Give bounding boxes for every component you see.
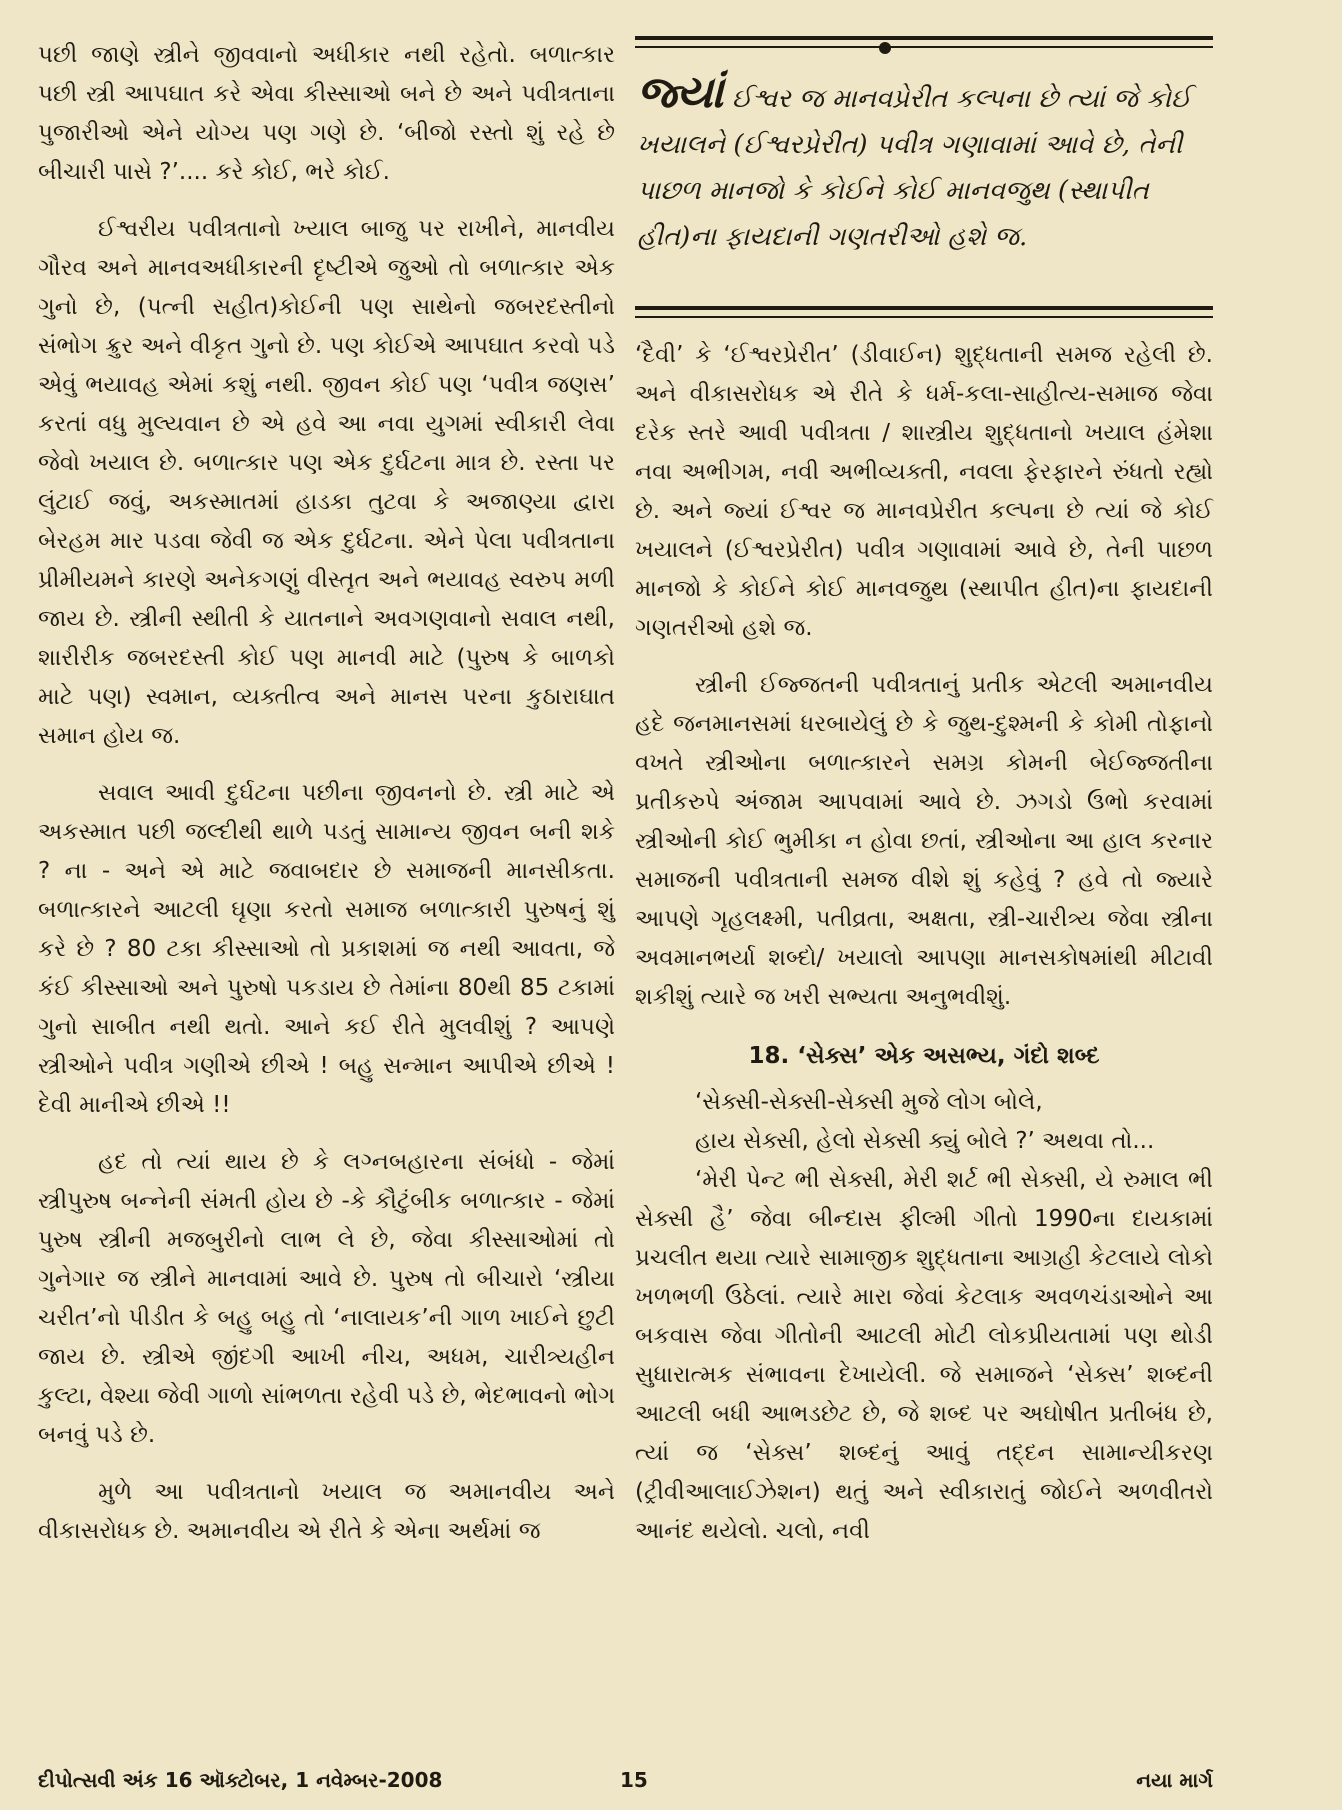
right-paragraph-1: ‘દૈવી’ કે ‘ઈશ્વરપ્રેરીત’ (ડીવાઈન) શુદ્ધતાની સમજ રહેલી છે. અને વીકાસરોધક એ રીતે કે ધર્મ-કલા-સાહીત્ય-સમાજ જેવા દરેક સ્તરે આવી પવીત્રતા / શાસ્ત્રીય શુદ્ધતાનો ખયાલ હંમેશા નવા અભીગમ, નવી અભીવ્યક્તી, નવલા ફેરફારને રુંધતો રહ્યો છે. અને જ્યાં ઈશ્વર જ માનવપ્રેરીત કલ્પના છે ત્યાં જે કોઈ ખયાલને (ઈશ્વરપ્રેરીત) પવીત્ર ગણાવામાં આવે છે, તેની પાછળ માનજો કે કોઈને કોઈ માનવજુથ (સ્થાપીત હીત)ના ફાયદાની ગણતરીઓ હશે જ. <box>635 342 1213 641</box>
footer-issue: દીપોત્સવી અંક 16 ઑક્ટોબર, 1 નવેમ્બર-2008 <box>38 1768 443 1792</box>
footer-publication: નયા માર્ગ <box>1136 1768 1213 1792</box>
left-paragraph-2: ઈશ્વરીય પવીત્રતાનો ખ્યાલ બાજુ પર રાખીને, માનવીય ગૌરવ અને માનવઅધીકારની દૃષ્ટીએ જુઓ તો બળાત્કાર એક ગુનો છે, (પત્ની સહીત)કોઈની પણ સાથેનો જબરદસ્તીનો સંભોગ ક્રુર અને વીકૃત ગુનો છે. પણ કોઈએ આપઘાત કરવો પડે એવું ભયાવહ એમાં કશું નથી. જીવન કોઈ પણ ‘પવીત્ર જણસ’ કરતાં વધુ મુલ્યવાન છે એ હવે આ નવા યુગમાં સ્વીકારી લેવા જેવો ખયાલ છે. બળાત્કાર પણ એક દુર્ઘટના માત્ર છે. રસ્તા પર લુંટાઈ જવું, અકસ્માતમાં હાડકા તુટવા કે અજાણ્યા દ્વારા બેરહમ માર પડવા જેવી જ એક દુર્ઘટના. એને પેલા પવીત્રતાના પ્રીમીયમને કારણે અનેકગણું વીસ્તૃત અને ભયાવહ સ્વરુપ મળી જાય છે. સ્ત્રીની સ્થીતી કે યાતનાને અવગણવાનો સવાલ નથી, શારીરીક જબરદસ્તી કોઈ પણ માનવી માટે (પુરુષ કે બાળકો માટે પણ) સ્વમાન, વ્યક્તીત્વ અને માનસ પરના કુઠારાઘાત સમાન હોય જ. <box>38 216 615 749</box>
pull-quote-bottom-rule-thin <box>635 316 1213 318</box>
left-paragraph-5: મુળે આ પવીત્રતાનો ખયાલ જ અમાનવીય અને વીકાસરોધક છે. અમાનવીય એ રીતે કે એના અર્થમાં જ <box>38 1479 615 1544</box>
ornament-dot <box>879 42 891 54</box>
page-number: 15 <box>620 1768 648 1792</box>
left-paragraph-4: હદ તો ત્યાં થાય છે કે લગ્નબહારના સંબંધો - જેમાં સ્ત્રીપુરુષ બન્નેની સંમતી હોય છે -કે કૌટુંબીક બળાત્કાર - જેમાં પુરુષ સ્ત્રીની મજબુરીનો લાભ લે છે, જેવા કીસ્સાઓમાં તો ગુનેગાર જ સ્ત્રીને માનવામાં આવે છે. પુરુષ તો બીચારો ‘સ્ત્રીયા ચરીત’નો પીડીત કે બહુ બહુ તો ‘નાલાયક’ની ગાળ ખાઈને છુટી જાય છે. સ્ત્રીએ જીંદગી આખી નીચ, અધમ, ચારીત્ર્યહીન કુલ્ટા, વેશ્યા જેવી ગાળો સાંભળતા રહેવી પડે છે, ભેદભાવનો ભોગ બનવું પડે છે. <box>38 1149 615 1448</box>
pull-quote-bottom-rule <box>635 306 1213 310</box>
pull-quote-body: ઈશ્વર જ માનવપ્રેરીત કલ્પના છે ત્યાં જે કોઈ ખયાલને (ઈશ્વરપ્રેરીત) પવીત્ર ગણાવામાં આવે છે, તેની પાછળ માનજો કે કોઈને કોઈ માનવજુથ (સ્થાપીત હીત)ના ફાયદાની ગણતરીઓ હશે જ. <box>637 84 1192 252</box>
pull-quote-text <box>635 67 1213 260</box>
pull-quote-lead-word: જ્યાં <box>637 67 724 118</box>
section-heading: 18. ‘સેક્સ’ એક અસભ્ય, ગંદો શબ્દ <box>748 1043 1100 1069</box>
left-paragraph-3: સવાલ આવી દુર્ઘટના પછીના જીવનનો છે. સ્ત્રી માટે એ અકસ્માત પછી જલ્દીથી થાળે પડતું સામાન્ય જીવન બની શકે ? ના - અને એ માટે જવાબદાર છે સમાજની માનસીકતા. બળાત્કારને આટલી ઘૃણા કરતો સમાજ બળાત્કારી પુરુષનું શું કરે છે ? 80 ટકા કીસ્સાઓ તો પ્રકાશમાં જ નથી આવતા, જે કંઈ કીસ્સાઓ અને પુરુષો પકડાય છે તેમાંના 80થી 85 ટકામાં ગુનો સાબીત નથી થતો. આને કઈ રીતે મુલવીશું ? આપણે સ્ત્રીઓને પવીત્ર ગણીએ છીએ ! બહુ સન્માન આપીએ છીએ ! દેવી માનીએ છીએ !! <box>38 780 615 1118</box>
pull-quote-top-rule <box>635 36 1213 40</box>
lyric-line-2: હાય સેક્સી, હેલો સેક્સી ક્યું બોલે ?’ અથવા તો... <box>695 1128 1155 1154</box>
pull-quote <box>635 36 1213 328</box>
left-paragraph-1: પછી જાણે સ્ત્રીને જીવવાનો અધીકાર નથી રહેતો. બળાત્કાર પછી સ્ત્રી આપઘાત કરે એવા કીસ્સાઓ બને છે અને પવીત્રતાના પુજારીઓ એને યોગ્ય પણ ગણે છે. ‘બીજો રસ્તો શું રહે છે બીચારી પાસે ?’.... કરે કોઈ, ભરે કોઈ. <box>38 42 615 185</box>
pull-quote-top-rule-thin <box>635 46 1213 48</box>
left-column <box>38 36 615 1551</box>
right-paragraph-3: ‘મેરી પેન્ટ ભી સેક્સી, મેરી શર્ટ ભી સેક્સી, યે રુમાલ ભી સેક્સી હૈ’ જેવા બીન્દાસ ફીલ્મી ગીતો 1990ના દાયકામાં પ્રચલીત થયા ત્યારે સામાજીક શુદ્ધતાના આગ્રહી કેટલાયે લોકો ખળભળી ઉઠેલાં. ત્યારે મારા જેવાં કેટલાક અવળચંડાઓને આ બકવાસ જેવા ગીતોની આટલી મોટી લોકપ્રીયતામાં પણ થોડી સુધારાત્મક સંભાવના દેખાયેલી. જે સમાજને ‘સેક્સ’ શબ્દની આટલી બધી આભડછેટ છે, જે શબ્દ પર અઘોષીત પ્રતીબંધ છે, ત્યાં જ ‘સેક્સ’ શબ્દનું આવું તદ્દન સામાન્યીકરણ (ટ્રીવીઆલાઈઝેશન) થતું અને સ્વીકારાતું જોઈને અળવીતરો આનંદ થયેલો. ચલો, નવી <box>635 1167 1213 1544</box>
page-footer <box>38 1768 1213 1798</box>
lyric-line-1: ‘સેક્સી-સેક્સી-સેક્સી મુજે લોગ બોલે, <box>695 1089 1043 1115</box>
right-column <box>635 36 1213 1551</box>
right-paragraph-2: સ્ત્રીની ઈજ્જતની પવીત્રતાનું પ્રતીક એટલી અમાનવીય હદે જનમાનસમાં ધરબાયેલું છે કે જુથ-દુશ્મની કે કોમી તોફાનો વખતે સ્ત્રીઓના બળાત્કારને સમગ્ર કોમની બેઈજ્જતીના પ્રતીકરુપે અંજામ આપવામાં આવે છે. ઝગડો ઉભો કરવામાં સ્ત્રીઓની કોઈ ભુમીકા ન હોવા છતાં, સ્ત્રીઓના આ હાલ કરનાર સમાજની પવીત્રતાની સમજ વીશે શું કહેવું ? હવે તો જ્યારે આપણે ગૃહલક્ષ્મી, પતીવ્રતા, અક્ષતા, સ્ત્રી-ચારીત્ર્ય જેવા સ્ત્રીના અવમાનભર્યા શબ્દો/ ખયાલો આપણા માનસકોષમાંથી મીટાવી શકીશું ત્યારે જ ખરી સભ્યતા અનુભવીશું. <box>635 672 1213 1010</box>
